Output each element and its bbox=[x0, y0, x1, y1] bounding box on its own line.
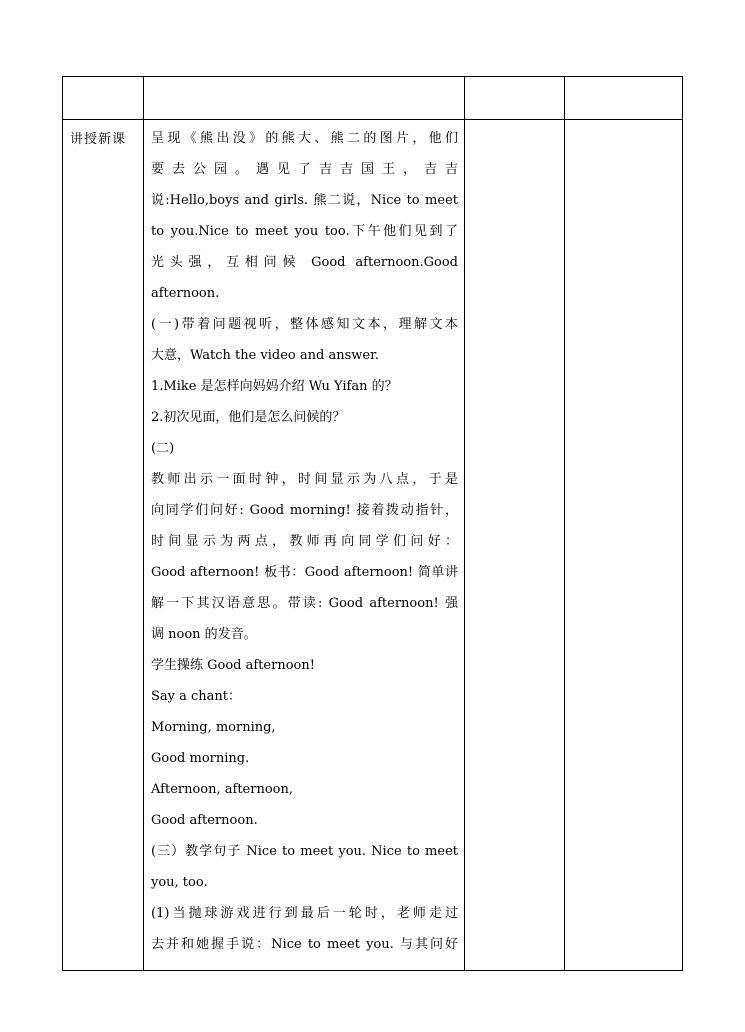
content-line: 光头强，互相问候 Good afternoon.Good bbox=[151, 255, 458, 270]
content-line: (一)带着问题视听，整体感知文本，理解文本 bbox=[151, 317, 458, 332]
content-line: you, too. bbox=[151, 875, 208, 890]
content-line: (三）教学句子 Nice to meet you. Nice to meet bbox=[151, 844, 458, 859]
content-line: 时间显示为两点，教师再向同学们问好： bbox=[151, 534, 458, 549]
content-line: (二) bbox=[151, 441, 175, 456]
content-line: 1.Mike 是怎样向妈妈介绍 Wu Yifan 的？ bbox=[151, 379, 398, 394]
header-cell-4 bbox=[565, 77, 683, 120]
content-line: Good afternoon! 板书：Good afternoon! 简单讲 bbox=[151, 565, 458, 580]
content-line: Good afternoon. bbox=[151, 813, 258, 828]
content-line: 学生操练 Good afternoon! bbox=[151, 658, 315, 673]
content-line: afternoon. bbox=[151, 286, 220, 301]
content-line: Morning, morning, bbox=[151, 720, 276, 735]
header-cell-2 bbox=[144, 77, 465, 120]
content-line: 要去公园。遇见了吉吉国王，吉吉 bbox=[151, 162, 458, 177]
content-line: 去并和她握手说：Nice to meet you. 与其问好 bbox=[151, 937, 458, 952]
content-line: 调 noon 的发音。 bbox=[151, 627, 257, 642]
content-line: 说:Hello,boys and girls. 熊二说，Nice to meet bbox=[151, 193, 458, 208]
table-body-row bbox=[63, 120, 683, 971]
content-line: 向同学们问好: Good morning! 接着拨动指针， bbox=[151, 503, 458, 518]
content-line: Good morning. bbox=[151, 751, 250, 766]
content-line: Afternoon, afternoon, bbox=[151, 782, 293, 797]
content-line: 解一下其汉语意思。带读: Good afternoon! 强 bbox=[151, 596, 458, 611]
content-text bbox=[144, 120, 464, 960]
notes-cell-2 bbox=[565, 120, 683, 971]
content-line: 2.初次见面，他们是怎么问候的？ bbox=[151, 410, 346, 425]
content-line: to you.Nice to meet you too.下午他们见到了 bbox=[151, 224, 458, 239]
content-line: Say a chant： bbox=[151, 689, 242, 704]
content-line: 大意，Watch the video and answer. bbox=[151, 348, 380, 363]
header-cell-1 bbox=[63, 77, 144, 120]
table-header-row bbox=[63, 77, 683, 120]
lesson-plan-table bbox=[62, 76, 683, 971]
content-cell bbox=[144, 120, 465, 971]
notes-cell-1 bbox=[465, 120, 565, 971]
header-cell-3 bbox=[465, 77, 565, 120]
content-line: (1)当抛球游戏进行到最后一轮时，老师走过 bbox=[151, 906, 458, 921]
content-line: 教师出示一面时钟，时间显示为八点，于是 bbox=[151, 472, 458, 487]
stage-label: 讲授新课 bbox=[63, 120, 144, 971]
content-line: 呈现《熊出没》的熊大、熊二的图片，他们 bbox=[151, 131, 458, 146]
